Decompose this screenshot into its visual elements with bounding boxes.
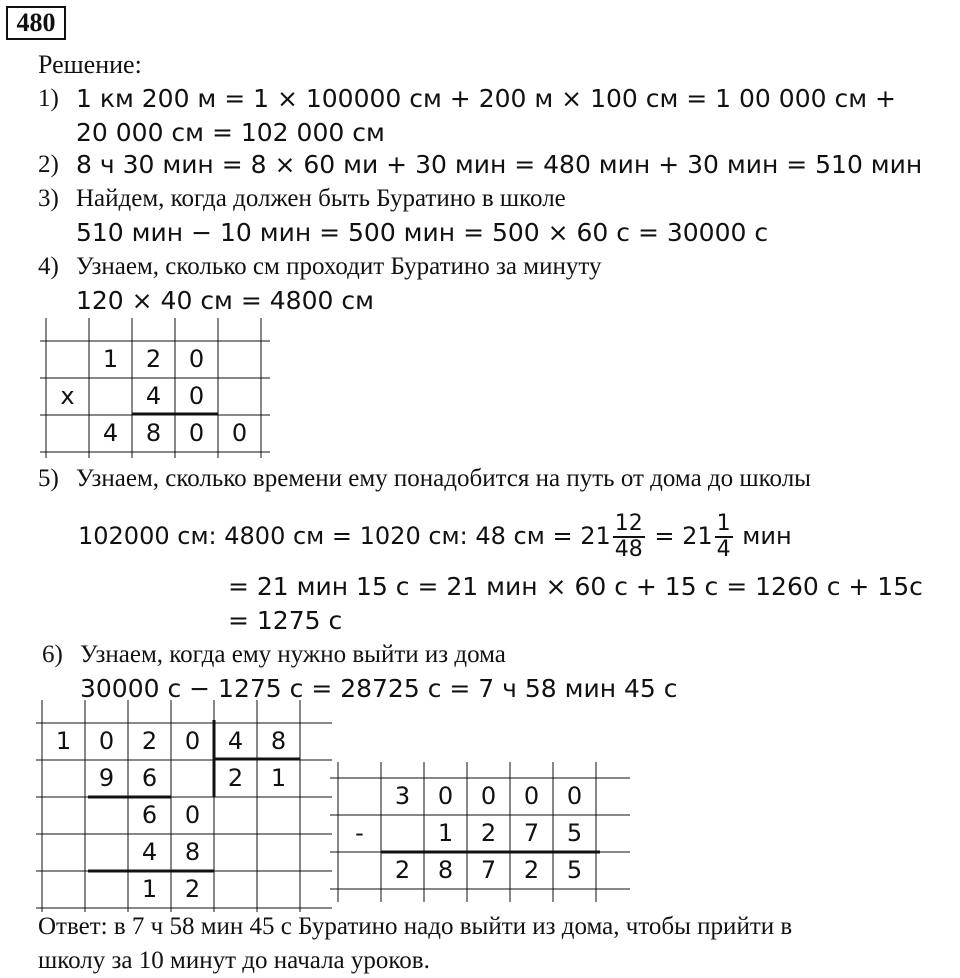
div-cell: 4 — [141, 838, 158, 866]
mult-cell — [46, 341, 89, 378]
sub-cell: 5 — [566, 819, 583, 847]
div-cell: 1 — [55, 727, 72, 755]
div-cell — [42, 834, 85, 871]
step-1-line-2: 20 000 см = 102 000 см — [76, 118, 385, 147]
div-cell: 4 — [227, 727, 244, 755]
div-cell: 0 — [98, 727, 115, 755]
answer-line-2: школу за 10 минут до начала уроков. — [38, 947, 430, 974]
div-cell: 6 — [141, 764, 158, 792]
sub-cell: 7 — [523, 819, 540, 847]
sub-cell — [338, 852, 381, 889]
fraction-denominator: 4 — [716, 537, 731, 562]
sub-cell: 2 — [394, 856, 411, 884]
mult-cell: 0 — [231, 419, 248, 447]
mult-cell — [218, 378, 261, 415]
sub-cell — [381, 815, 424, 852]
step-4-line-1: Узнаем, сколько см проходит Буратино за минуту — [76, 253, 602, 280]
mult-cell: 1 — [102, 345, 119, 373]
mult-cell: 2 — [145, 345, 162, 373]
sub-cell: 0 — [566, 782, 583, 810]
step-5-equation — [78, 506, 792, 566]
step-5-number: 5) — [38, 465, 59, 492]
sub-cell: 1 — [437, 819, 454, 847]
mult-cell — [218, 341, 261, 378]
mult-cell: 4 — [102, 419, 119, 447]
div-cell — [214, 871, 257, 908]
sub-cell: 3 — [394, 782, 411, 810]
step-4-number: 4) — [38, 253, 59, 280]
problem-number: 480 — [6, 6, 66, 40]
step-5-line-2: = 21 мин 15 с = 21 мин × 60 с + 15 с = 1260 с + 15с — [228, 572, 923, 601]
div-cell: 1 — [141, 875, 158, 903]
subtraction-grid — [330, 762, 630, 902]
step-5-line-1: Узнаем, сколько времени ему понадобится на путь от дома до школы — [76, 465, 811, 492]
step-3-line-2: 510 мин − 10 мин = 500 мин = 500 × 60 с = 30000 с — [76, 218, 769, 247]
step-5-eq-part-1: 102000 см: 4800 см = 1020 см: 48 см = 21 — [78, 522, 611, 550]
mult-cell: 4 — [145, 382, 162, 410]
fraction-numerator: 12 — [614, 511, 643, 536]
fraction-denominator: 48 — [614, 537, 643, 562]
div-cell: 2 — [184, 875, 201, 903]
step-3-line-1: Найдем, когда должен быть Буратино в школе — [76, 185, 566, 212]
step-1-line-1: 1 км 200 м = 1 × 100000 см + 200 м × 100 см = 1 00 000 см + — [76, 84, 896, 113]
div-cell — [42, 871, 85, 908]
div-cell: 8 — [184, 838, 201, 866]
div-cell — [42, 797, 85, 834]
div-cell: 2 — [227, 764, 244, 792]
div-cell — [214, 834, 257, 871]
step-1-number: 1) — [38, 85, 59, 112]
div-cell — [257, 834, 300, 871]
mult-cell — [89, 378, 132, 415]
div-cell: 9 — [98, 764, 115, 792]
sub-cell: 8 — [437, 856, 454, 884]
sub-cell: 5 — [566, 856, 583, 884]
answer-line-1: Ответ: в 7 ч 58 мин 45 с Буратино надо выйти из дома, чтобы прийти в — [38, 913, 793, 940]
sub-cell — [338, 778, 381, 815]
mult-cell — [46, 415, 89, 452]
mult-cell: 0 — [188, 382, 205, 410]
sub-cell: - — [355, 819, 364, 847]
div-cell: 0 — [184, 801, 201, 829]
step-4-line-2: 120 × 40 см = 4800 см — [76, 286, 374, 315]
div-cell: 1 — [270, 764, 287, 792]
step-2-line-1: 8 ч 30 мин = 8 × 60 ми + 30 мин = 480 мин + 30 мин = 510 мин — [76, 150, 923, 179]
div-cell — [85, 834, 128, 871]
div-cell: 0 — [184, 727, 201, 755]
sub-cell: 0 — [523, 782, 540, 810]
fraction-1-4 — [715, 512, 733, 562]
div-cell: 6 — [141, 801, 158, 829]
step-6-number: 6) — [42, 641, 63, 668]
step-3-number: 3) — [38, 185, 59, 212]
fraction-numerator: 1 — [716, 511, 731, 536]
step-2-number: 2) — [38, 151, 59, 178]
div-cell — [257, 797, 300, 834]
step-6-line-2: 30000 с − 1275 с = 28725 с = 7 ч 58 мин 45 с — [80, 674, 678, 703]
division-grid — [36, 700, 332, 912]
step-5-eq-part-3: мин — [742, 522, 792, 550]
div-cell — [171, 760, 214, 797]
div-cell — [85, 797, 128, 834]
sub-cell: 2 — [480, 819, 497, 847]
div-cell: 2 — [141, 727, 158, 755]
multiplication-grid — [40, 318, 270, 458]
sub-cell: 0 — [437, 782, 454, 810]
div-cell: 8 — [270, 727, 287, 755]
solution-label: Решение: — [38, 50, 142, 79]
step-6-line-1: Узнаем, когда ему нужно выйти из дома — [80, 641, 506, 668]
step-5-eq-part-2: = 21 — [654, 522, 713, 550]
div-cell — [42, 760, 85, 797]
sub-cell: 7 — [480, 856, 497, 884]
sub-cell: 2 — [523, 856, 540, 884]
mult-cell: 0 — [188, 345, 205, 373]
div-cell — [85, 871, 128, 908]
mult-cell: 8 — [145, 419, 162, 447]
sub-cell: 0 — [480, 782, 497, 810]
div-cell — [214, 797, 257, 834]
fraction-12-48 — [613, 512, 645, 562]
div-cell — [257, 871, 300, 908]
mult-cell: x — [60, 382, 75, 410]
mult-cell: 0 — [188, 419, 205, 447]
step-5-line-3: = 1275 с — [228, 606, 343, 635]
